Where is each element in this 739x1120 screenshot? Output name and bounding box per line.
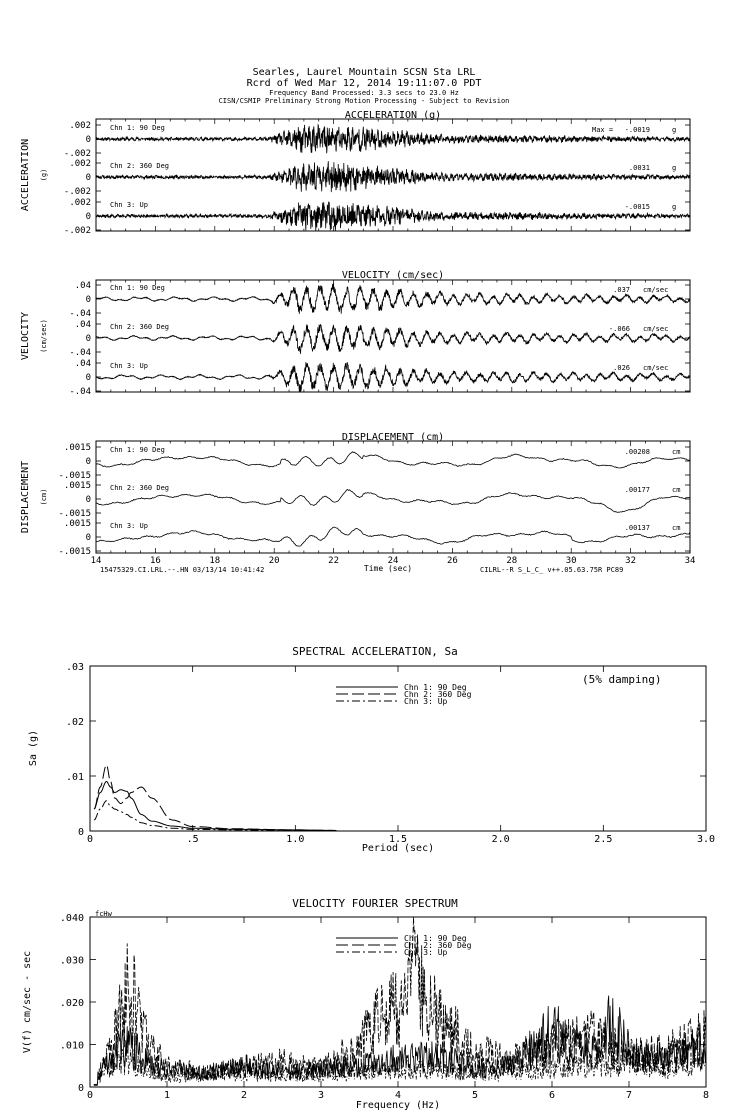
fourier-ytick-label: .010 <box>59 1040 84 1052</box>
vel-ch2-max: -.066 <box>608 325 630 333</box>
fourier-legend-label-3: Chn 3: Up <box>404 948 448 957</box>
fourier-xtick-label: 4 <box>394 1090 402 1101</box>
disp-panel <box>20 432 690 557</box>
accel-ch3-unit: g <box>672 203 677 211</box>
accel-ch2-ytick-label: -.002 <box>63 187 91 197</box>
disp-ch3-ytick-label: .0015 <box>63 519 91 529</box>
time-tick-label: 16 <box>149 556 161 566</box>
disp-ch1-ytick-label: 0 <box>85 457 91 467</box>
accel-ch3-ytick-label: -.002 <box>63 226 91 236</box>
fourier-legend-label-1: Chn 1: 90 Deg <box>404 934 467 943</box>
accel-ch1-name: Chn 1: 90 Deg <box>110 124 165 132</box>
fourier-ytick-label: 0 <box>77 1083 84 1094</box>
fourier-ytick-label: .020 <box>59 998 84 1009</box>
disp-ch3-max: .00137 <box>624 524 650 532</box>
vel-ch1-max: .037 <box>613 286 630 294</box>
time-tick-label: 32 <box>625 556 637 566</box>
disp-ch2-ytick-label: -.0015 <box>58 509 91 519</box>
accel-ch1-ytick-label: .002 <box>69 121 91 131</box>
accel-ch3-ytick-label: .002 <box>69 198 91 208</box>
sa-title: SPECTRAL ACCELERATION, Sa <box>292 645 458 658</box>
accel-ch2-max: .0031 <box>628 164 650 172</box>
spectral-legend-label-2: Chn 2: 360 Deg <box>404 690 472 699</box>
disp-ch3-ytick-label: -.0015 <box>58 547 91 557</box>
vel-ch3-unit: cm/sec <box>643 364 669 372</box>
spectral-xtick-label: 2.5 <box>594 834 613 845</box>
footer-left-id: 15475329.CI.LRL.--.HN 03/13/14 10:41:42 <box>100 566 265 574</box>
disp-ch3-unit: cm <box>672 524 681 532</box>
accel-panel <box>20 110 690 236</box>
time-tick-label: 26 <box>446 556 458 566</box>
fs-ylabel: V(f) cm/sec - sec <box>22 950 33 1054</box>
vel-ch3-max: .026 <box>613 364 630 372</box>
disp-ch2-max: .00177 <box>624 486 650 494</box>
accel-ch1-max: -.0019 <box>624 126 650 134</box>
disp-channel-1 <box>58 443 690 481</box>
spectral-xtick-label: 3.0 <box>696 834 716 845</box>
vel-ch1-unit: cm/sec <box>643 286 669 294</box>
spectral-xtick-label: 2.0 <box>491 834 510 845</box>
accel-channel-2 <box>64 159 690 197</box>
disp-ch1-ytick-label: -.0015 <box>58 471 91 481</box>
fourier-xtick-label: 6 <box>548 1090 556 1101</box>
spectral-xtick-label: .5 <box>186 834 199 845</box>
disp-ch2-name: Chn 2: 360 Deg <box>110 484 170 492</box>
footer-right-id: CILRL--R S_L_C_ v++.05.63.75R PC89 <box>480 566 624 574</box>
vel-channel-2 <box>69 320 690 358</box>
sa-xlabel: Period (sec) <box>361 843 435 854</box>
time-tick-label: 22 <box>328 556 340 566</box>
sa-ylabel: Sa (g) <box>28 729 39 767</box>
fourier-spectrum-chart <box>22 897 709 1111</box>
disp-side-label: DISPLACEMENT <box>20 460 31 534</box>
disp-ch3-name: Chn 3: Up <box>110 522 148 530</box>
fourier-xtick-label: 1 <box>163 1090 171 1101</box>
fs-xlabel: Frequency (Hz) <box>355 1100 441 1111</box>
disp-ch2-trace <box>96 490 690 513</box>
spectral-legend-label-3: Chn 3: Up <box>404 697 448 706</box>
accel-ch3-max: -.0015 <box>624 203 650 211</box>
time-tick-label: 20 <box>268 556 280 566</box>
time-tick-label: 30 <box>565 556 577 566</box>
vel-ch2-ytick-label: -.04 <box>69 348 91 358</box>
vel-ch3-ytick-label: .04 <box>74 359 91 369</box>
disp-ch1-max: .00208 <box>624 448 650 456</box>
fourier-xtick-label: 5 <box>471 1090 479 1101</box>
fourier-xtick-label: 2 <box>240 1090 248 1101</box>
spectral-ytick-label: .02 <box>65 717 84 728</box>
disp-ch1-name: Chn 1: 90 Deg <box>110 446 165 454</box>
spectral-legend-label-1: Chn 1: 90 Deg <box>404 683 467 692</box>
vel-ch2-trace <box>96 324 690 354</box>
time-axis-label: Time (sec) <box>363 564 413 573</box>
vel-ch3-ytick-label: -.04 <box>69 387 91 397</box>
accel-ch1-ytick-label: 0 <box>85 135 91 145</box>
fourier-xtick-label: 0 <box>86 1090 94 1101</box>
vel-ch3-name: Chn 3: Up <box>110 362 148 370</box>
fourier-xtick-label: 3 <box>317 1090 325 1101</box>
disp-channel-2 <box>58 481 690 519</box>
vel-side-label: VELOCITY <box>20 311 31 361</box>
vel-ch2-ytick-label: .04 <box>74 320 91 330</box>
accel-ch3-ytick-label: 0 <box>85 212 91 222</box>
accel-ch1-ytick-label: -.002 <box>63 149 91 159</box>
vel-ch1-ytick-label: 0 <box>85 295 91 305</box>
vel-ch2-ytick-label: 0 <box>85 334 91 344</box>
disp-ch1-trace <box>96 452 690 468</box>
vel-ch1-ytick-label: -.04 <box>69 309 91 319</box>
accel-max-prefix: Max = <box>592 126 614 134</box>
header-disclaimer: CISN/CSMIP Preliminary Strong Motion Processing - Subject to Revision <box>218 97 510 105</box>
disp-ch3-trace <box>96 527 690 546</box>
vel-ch1-ytick-label: .04 <box>74 281 91 291</box>
vel-ch1-name: Chn 1: 90 Deg <box>110 284 165 292</box>
spectral-xtick-label: 0 <box>86 834 94 845</box>
header-band: Frequency Band Processed: 3.3 secs to 23.0 Hz <box>269 89 459 97</box>
time-tick-label: 28 <box>506 556 518 566</box>
fourier-ytick-label: .030 <box>59 955 84 967</box>
spectral-xtick-label: 1.0 <box>286 834 305 845</box>
accel-unit-label: (g) <box>40 168 48 182</box>
disp-ch3-ytick-label: 0 <box>85 533 91 543</box>
fs-title: VELOCITY FOURIER SPECTRUM <box>292 897 458 910</box>
fourier-ytick-label: .040 <box>59 913 84 924</box>
sa-plot-frame <box>90 666 706 831</box>
vel-ch2-name: Chn 2: 360 Deg <box>110 323 170 331</box>
fourier-legend-label-2: Chn 2: 360 Deg <box>404 941 472 950</box>
disp-unit-label: (cm) <box>40 488 48 506</box>
fs-corner-label: fcH̰w <box>95 910 112 918</box>
report-header <box>219 67 510 105</box>
accel-channel-3 <box>64 198 690 236</box>
spectral-ytick-label: 0 <box>77 827 84 838</box>
time-history-panels <box>20 110 690 557</box>
vel-title: VELOCITY (cm/sec) <box>341 270 445 281</box>
spectral-xtick-label: 1.5 <box>388 834 408 845</box>
spectral-acceleration-chart <box>28 645 715 854</box>
vel-ch2-unit: cm/sec <box>643 325 669 333</box>
disp-ch2-ytick-label: .0015 <box>63 481 91 491</box>
vel-channel-1 <box>69 281 690 319</box>
vel-panel <box>20 270 690 397</box>
header-record: Rcrd of Wed Mar 12, 2014 19:11:07.0 PDT <box>246 78 482 89</box>
disp-channel-3 <box>58 519 690 557</box>
accel-ch2-ytick-label: 0 <box>85 173 91 183</box>
accel-title: ACCELERATION (g) <box>344 110 442 121</box>
time-axis <box>91 556 696 574</box>
time-tick-label: 34 <box>684 556 696 566</box>
spectral-ytick-label: .01 <box>65 772 84 783</box>
fourier-xtick-label: 7 <box>625 1090 633 1101</box>
spectral-ytick-label: .03 <box>65 662 84 673</box>
header-station: Searles, Laurel Mountain SCSN Sta LRL <box>252 67 476 78</box>
disp-ch1-ytick-label: .0015 <box>63 443 91 453</box>
accel-ch2-ytick-label: .002 <box>69 159 91 169</box>
accel-side-label: ACCELERATION <box>20 138 31 212</box>
sa-series-3 <box>94 801 336 831</box>
accel-channel-1 <box>64 121 690 159</box>
vel-ch3-ytick-label: 0 <box>85 373 91 383</box>
time-tick-label: 18 <box>209 556 221 566</box>
time-tick-label: 24 <box>387 556 399 566</box>
accel-ch2-name: Chn 2: 360 Deg <box>110 162 170 170</box>
time-tick-label: 14 <box>90 556 102 566</box>
fourier-xtick-label: 8 <box>702 1090 710 1101</box>
accel-ch2-trace <box>96 161 690 192</box>
disp-ch2-unit: cm <box>672 486 681 494</box>
sa-series-1 <box>94 782 336 831</box>
disp-title: DISPLACEMENT (cm) <box>341 432 445 443</box>
accel-ch3-name: Chn 3: Up <box>110 201 148 209</box>
sa-damping-note: (5% damping) <box>582 673 662 686</box>
vel-ch1-trace <box>96 283 690 314</box>
disp-ch2-ytick-label: 0 <box>85 495 91 505</box>
vel-unit-label: (cm/sec) <box>40 319 48 353</box>
disp-ch1-unit: cm <box>672 448 681 456</box>
accel-ch2-unit: g <box>672 164 677 172</box>
vel-channel-3 <box>69 359 690 397</box>
accel-ch1-unit: g <box>672 126 677 134</box>
